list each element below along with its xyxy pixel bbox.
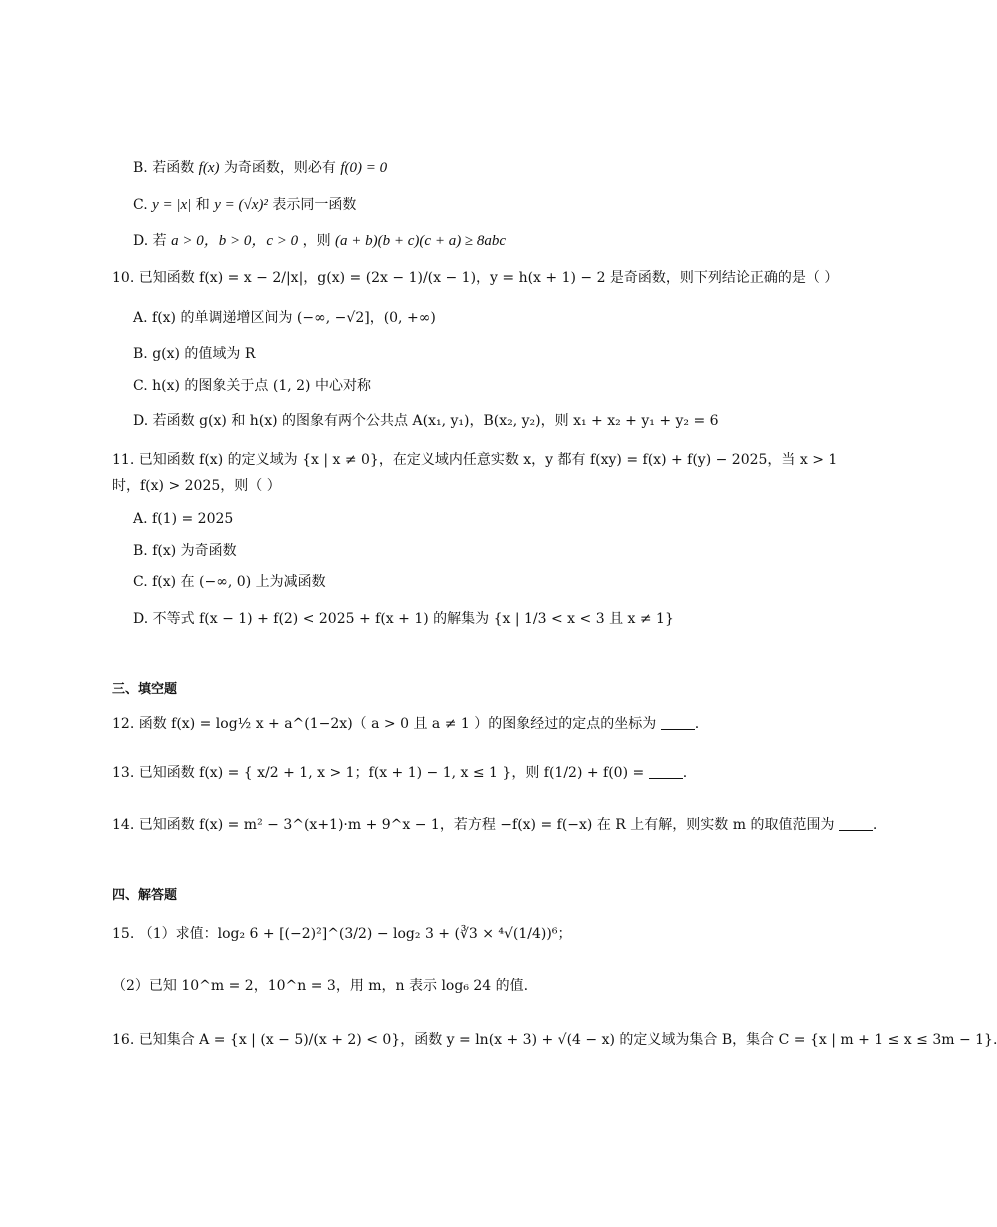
option-math: a > 0，b > 0，c > 0 (171, 233, 299, 249)
question-stem: 时，f(x) > 2025，则（ ） (112, 478, 281, 494)
question-stem: 已知函数 f(x) 的定义域为 {x | x ≠ 0}，在定义域内任意实数 x，y 都有 f(xy) = f(x) + f(y) − 2025，当 x > 1 (138, 452, 838, 468)
option-math: (a + b)(b + c)(c + a) ≥ 8abc (335, 233, 507, 249)
q11-option-a (133, 508, 233, 530)
option-math: f(0) = 0 (340, 160, 388, 176)
option-text: g(x) 的值域为 R (152, 346, 256, 362)
period: . (682, 765, 688, 781)
option-text: f(x) 在 (−∞, 0) 上为减函数 (152, 574, 326, 590)
period: . (694, 716, 700, 732)
option-text: 若 (152, 233, 167, 249)
option-label: C. (133, 574, 148, 590)
option-math: f(x) (198, 160, 220, 176)
period: . (872, 817, 878, 833)
question-number: 11. (112, 452, 135, 468)
option-label: B. (133, 543, 148, 559)
q10-option-a (133, 307, 436, 329)
question-stem: 已知函数 f(x) = m² − 3^(x+1)·m + 9^x − 1，若方程 −f(x) = f(−x) 在 R 上有解，则实数 m 的取值范围为 (138, 817, 835, 833)
option-label: C. (133, 378, 148, 394)
question-number: 12. (112, 716, 135, 732)
q15-part2 (112, 975, 528, 997)
question-number: 10. (112, 270, 135, 286)
option-text: 表示同一函数 (272, 197, 357, 213)
option-text: 为奇函数，则必有 (223, 160, 336, 176)
q12 (112, 713, 699, 735)
option-label: B. (133, 346, 148, 362)
question-stem: 已知集合 A = {x | (x − 5)/(x + 2) < 0}，函数 y = ln(x + 3) + √(4 − x) 的定义域为集合 B，集合 C = {x | m + 1 ≤ x ≤ 3m − 1}. (138, 1032, 997, 1048)
question-stem: 已知函数 f(x) = x − 2/|x|，g(x) = (2x − 1)/(x − 1)，y = h(x + 1) − 2 是奇函数，则下列结论正确的是（ ） (138, 270, 839, 286)
question-stem: （2）已知 10^m = 2，10^n = 3，用 m，n 表示 log₆ 24 的值. (112, 978, 529, 994)
option-text: f(x) 为奇函数 (152, 543, 237, 559)
q10-option-b (133, 343, 255, 365)
option-label: D. (133, 611, 149, 627)
q10-option-c (133, 375, 371, 397)
option-math: y = (√x)² (214, 197, 268, 213)
option-text: f(1) = 2025 (152, 511, 234, 527)
option-text: 若函数 g(x) 和 h(x) 的图象有两个公共点 A(x₁, y₁)，B(x₂, y₂)，则 x₁ + x₂ + y₁ + y₂ = 6 (152, 413, 719, 429)
answer-blank[interactable] (649, 764, 683, 779)
option-label: D. (133, 233, 149, 249)
section-title-answer: 四、解答题 (112, 888, 178, 903)
question-number: 14. (112, 817, 135, 833)
section-title-fill-in: 三、填空题 (112, 682, 178, 697)
q10-option-d (133, 410, 719, 432)
q10-stem (112, 267, 838, 289)
option-label: C. (133, 197, 148, 213)
q11-option-b (133, 540, 237, 562)
option-label: A. (133, 511, 148, 527)
q11-option-d (133, 608, 674, 630)
question-number: 16. (112, 1032, 135, 1048)
option-text: 和 (195, 197, 210, 213)
option-text: h(x) 的图象关于点 (1, 2) 中心对称 (152, 378, 371, 394)
question-stem: （1）求值：log₂ 6 + [(−2)²]^(3/2) − log₂ 3 + (∛3 × ⁴√(1/4))⁶； (138, 926, 572, 942)
question-number: 13. (112, 765, 135, 781)
q16 (112, 1029, 997, 1051)
question-stem: 函数 f(x) = log½ x + a^(1−2x)（ a > 0 且 a ≠ 1 ）的图象经过的定点的坐标为 (138, 716, 657, 732)
option-label: D. (133, 413, 149, 429)
answer-blank[interactable] (661, 715, 695, 730)
q9-option-b (133, 157, 387, 179)
question-stem: 已知函数 f(x) = { x/2 + 1, x > 1；f(x + 1) − 1, x ≤ 1 }，则 f(1/2) + f(0) = (138, 765, 645, 781)
q15-part1 (112, 923, 571, 945)
option-text: 若函数 (152, 160, 195, 176)
option-math: y = |x| (152, 197, 192, 213)
q11-stem-continued (112, 475, 281, 497)
option-label: B. (133, 160, 148, 176)
q11-option-c (133, 571, 326, 593)
option-text: f(x) 的单调递增区间为 (−∞, −√2]，(0, +∞) (152, 310, 436, 326)
option-text: ，则 (302, 233, 331, 249)
answer-blank[interactable] (839, 816, 873, 831)
q13 (112, 762, 687, 784)
question-number: 15. (112, 926, 135, 942)
q9-option-c (133, 194, 356, 216)
q14 (112, 814, 877, 836)
q9-option-d (133, 230, 506, 252)
q11-stem (112, 449, 837, 471)
option-label: A. (133, 310, 148, 326)
option-text: 不等式 f(x − 1) + f(2) < 2025 + f(x + 1) 的解集为 {x | 1/3 < x < 3 且 x ≠ 1} (152, 611, 674, 627)
